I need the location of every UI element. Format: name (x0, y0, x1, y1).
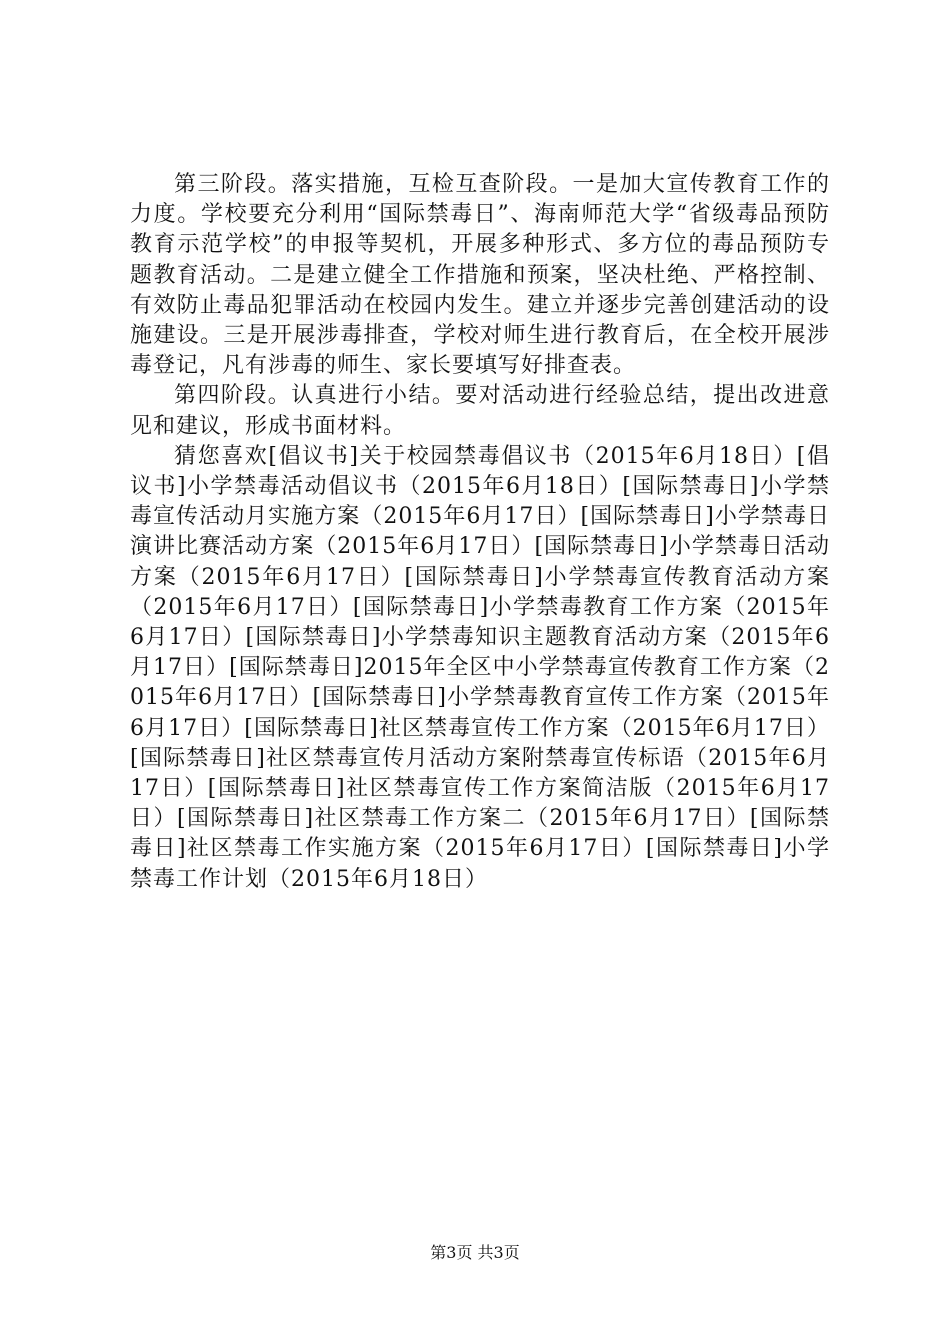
paragraph-stage-four: 第四阶段。认真进行小结。要对活动进行经验总结，提出改进意见和建议，形成书面材料。 (130, 383, 830, 439)
document-body (130, 170, 830, 895)
paragraph-stage-three: 第三阶段。落实措施，互检互查阶段。一是加大宣传教育工作的力度。学校要充分利用“国际禁毒日”、海南师范大学“省级毒品预防教育示范学校”的申报等契机，开展多种形式、多方位的毒品预防专题教育活动。二是建立健全工作措施和预案，坚决杜绝、严格控制、有效防止毒品犯罪活动在校园内发生。建立并逐步完善创建活动的设施建设。三是开展涉毒排查，学校对师生进行教育后，在全校开展涉毒登记，凡有涉毒的师生、家长要填写好排查表。 (130, 172, 830, 379)
page-number-footer: 第3页 共3页 (430, 1243, 520, 1262)
paragraph-related-links: 猜您喜欢[倡议书]关于校园禁毒倡议书（2015年6月18日）[倡议书]小学禁毒活动倡议书（2015年6月18日）[国际禁毒日]小学禁毒宣传活动月实施方案（2015年6月17日）[国际禁毒日]小学禁毒日演讲比赛活动方案（2015年6月17日）[国际禁毒日]小学禁毒日活动方案（2015年6月17日）[国际禁毒日]小学禁毒宣传教育活动方案（2015年6月17日）[国际禁毒日]小学禁毒教育工作方案（2015年6月17日）[国际禁毒日]小学禁毒知识主题教育活动方案（2015年6月17日）[国际禁毒日]2015年全区中小学禁毒宣传教育工作方案（2015年6月17日）[国际禁毒日]小学禁毒教育宣传工作方案（2015年6月17日）[国际禁毒日]社区禁毒宣传工作方案（2015年6月17日）[国际禁毒日]社区禁毒宣传月活动方案附禁毒宣传标语（2015年6月17日）[国际禁毒日]社区禁毒宣传工作方案简洁版（2015年6月17日）[国际禁毒日]社区禁毒工作方案二（2015年6月17日）[国际禁毒日]社区禁毒工作实施方案（2015年6月17日）[国际禁毒日]小学禁毒工作计划（2015年6月18日） (130, 443, 830, 892)
